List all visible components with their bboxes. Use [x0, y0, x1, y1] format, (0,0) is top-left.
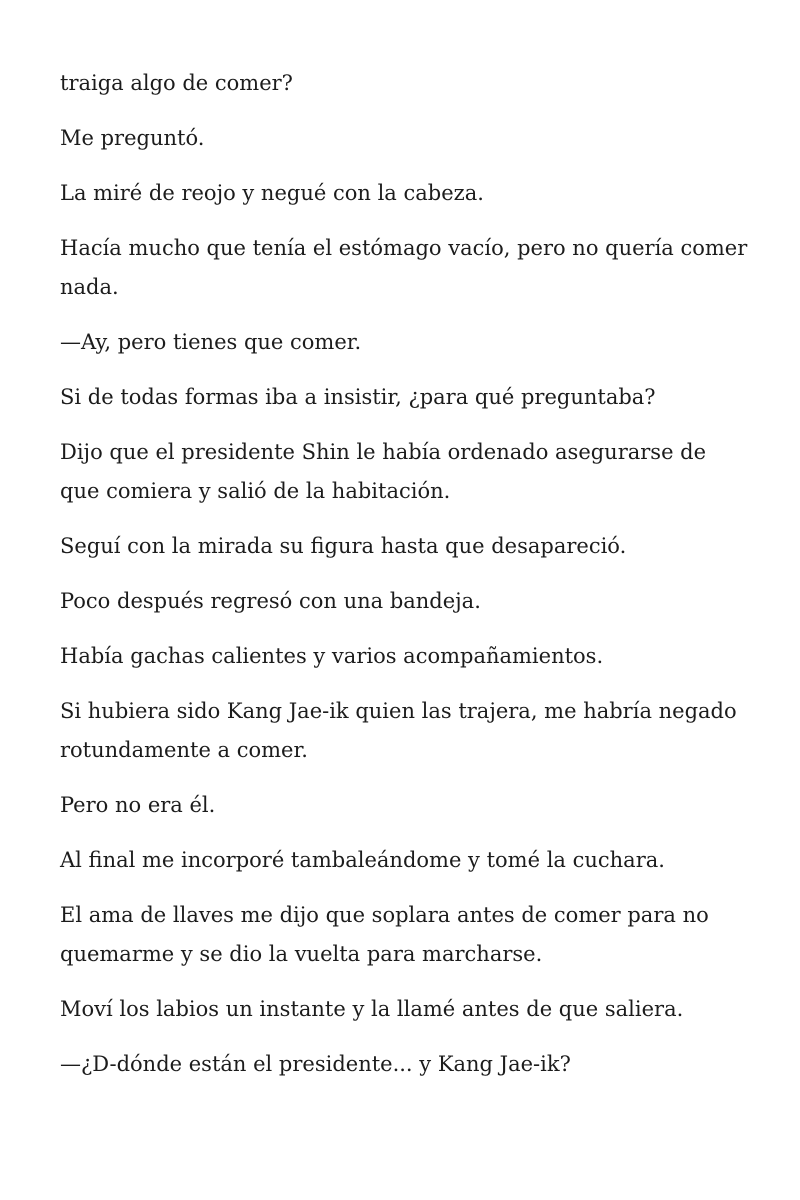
paragraph: traiga algo de comer? — [60, 71, 293, 95]
paragraph: Hacía mucho que tenía el estómago vacío, pero no quería comer nada. — [60, 236, 748, 299]
paragraph: Pero no era él. — [60, 793, 216, 817]
paragraph: Dijo que el presidente Shin le había ordenado asegurarse de que comiera y salió de la habitación. — [60, 440, 707, 503]
paragraph: La miré de reojo y negué con la cabeza. — [60, 181, 484, 205]
paragraph: Si de todas formas iba a insistir, ¿para qué preguntaba? — [60, 385, 656, 409]
paragraph: El ama de llaves me dijo que soplara antes de comer para no quemarme y se dio la vuelta para marcharse. — [60, 903, 709, 966]
paragraph: Poco después regresó con una bandeja. — [60, 589, 481, 613]
paragraph: Moví los labios un instante y la llamé antes de que saliera. — [60, 997, 684, 1021]
paragraph: Había gachas calientes y varios acompañamientos. — [60, 644, 604, 668]
paragraph: Si hubiera sido Kang Jae-ik quien las trajera, me habría negado rotundamente a comer. — [60, 699, 737, 762]
paragraph: Me preguntó. — [60, 126, 205, 150]
reading-page — [60, 64, 750, 1100]
paragraph: —Ay, pero tienes que comer. — [60, 330, 362, 354]
paragraph: —¿D-dónde están el presidente... y Kang Jae-ik? — [60, 1052, 571, 1076]
paragraph: Al final me incorporé tambaleándome y tomé la cuchara. — [60, 848, 665, 872]
paragraph: Seguí con la mirada su figura hasta que desapareció. — [60, 534, 627, 558]
